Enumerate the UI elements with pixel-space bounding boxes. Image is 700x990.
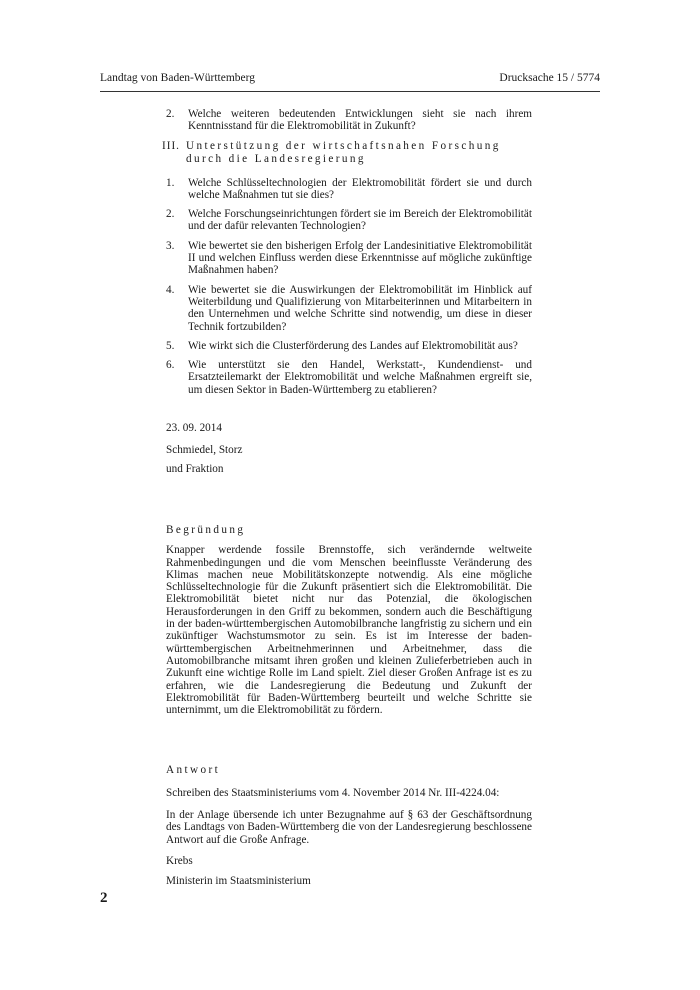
question-text: Welche Forschungseinrichtungen fördert sie im Bereich der Elektromobilität und der dafür relevanten Technologien? (188, 208, 532, 233)
question-item (166, 177, 532, 202)
page-number: 2 (100, 890, 108, 906)
question-text: Wie bewertet sie die Auswirkungen der Elektromobilität im Hinblick auf Weiterbildung und Qualifizierung von Mitarbeiterinnen und Mitarbeitern in den Unternehmen und welche Schritte sind notwendig, um diese in dieser Technik fortzubilden? (188, 283, 532, 333)
antwort-text: In der Anlage übersende ich unter Bezugnahme auf § 63 der Geschäftsordnung des Landtags von Baden-Württemberg die von der Landesregierung beschlossene Antwort auf die Große Anfrage. (166, 808, 532, 846)
section2-question-list (166, 108, 532, 133)
section3-question-list (166, 177, 532, 396)
page-header (100, 69, 600, 92)
signer-group: und Fraktion (166, 462, 224, 475)
signer-names: Schmiedel, Storz (166, 444, 243, 457)
question-item (166, 284, 532, 333)
question-text: Welche weiteren bedeutenden Entwicklungen sieht sie nach ihrem Kenntnisstand für die Elektromobilität in Zukunft? (188, 108, 532, 133)
question-item (166, 340, 532, 352)
question-number: 2. (166, 208, 175, 221)
question-item (166, 108, 532, 133)
section3-heading (162, 140, 532, 167)
antwort-heading: Antwort (166, 764, 221, 777)
question-text: Wie wirkt sich die Clusterförderung des Landes auf Elektromobilität aus? (188, 339, 518, 352)
question-item (166, 359, 532, 396)
question-number: 6. (166, 359, 175, 372)
question-item (166, 240, 532, 277)
question-item (166, 208, 532, 233)
question-number: 3. (166, 239, 175, 252)
question-number: 4. (166, 283, 175, 296)
begruendung-text: Knapper werdende fossile Brennstoffe, sich verändernde weltweite Rahmenbedingungen und die vom Menschen beeinflusste Veränderung des Klimas machen neue Mobilitätskonzepte notwendig. Als eine mögliche Schlüsseltechnologie für die Zukunft präsentiert sich die Elektromobilität. Die Elektromobilität bietet nicht nur das Potenzial, die ökologischen Herausforderungen in den Griff zu bekommen, sondern auch die Beschäftigung in der baden-württembergischen Automobilbranche langfristig zu sichern und ein zukünftiger Wachstumsmotor zu sein. Es ist im Interesse der baden-württembergischen Arbeitnehmerinnen und Arbeitnehmer, dass die Automobilbranche mitsamt ihren großen und kleinen Zulieferbetrieben auch in Zukunft eine wichtige Rolle im Land spielt. Ziel dieser Großen Anfrage ist es zu erfahren, wie die Landesregierung die Bedeutung und Zukunft der Elektromobilität für Baden-Württemberg beurteilt und welche Schritte sie unternimmt, um die Elektromobilität zu fördern. (166, 544, 532, 717)
section3-title: Unterstützung der wirtschaftsnahen Forschung durch die Landesregierung (186, 139, 501, 166)
question-text: Welche Schlüsseltechnologien der Elektromobilität fördert sie und durch welche Maßnahmen tut sie dies? (188, 176, 532, 201)
signers-block (166, 444, 532, 475)
page-content (162, 108, 532, 888)
section3-roman-numeral: III. (162, 139, 180, 152)
question-number: 2. (166, 108, 175, 120)
signature-title: Ministerin im Staatsministerium (166, 875, 311, 888)
signature-name: Krebs (166, 854, 193, 867)
question-text: Wie unterstützt sie den Handel, Werkstatt-, Kundendienst- und Ersatzteilemarkt der Elektromobilität und welche Maßnahmen ergreift sie, um diesen Sektor in Baden-Württemberg zu etablieren? (188, 359, 532, 396)
question-text: Wie bewertet sie den bisherigen Erfolg der Landesinitiative Elektromobilität II und welchen Einfluss werden diese Erkenntnisse auf mögliche zukünftige Maßnahmen haben? (188, 239, 532, 277)
header-document-number: Drucksache 15 / 5774 (499, 72, 600, 84)
question-number: 5. (166, 339, 175, 352)
antwort-intro: Schreiben des Staatsministeriums vom 4. November 2014 Nr. III-4224.04: (166, 786, 500, 799)
submission-date: 23. 09. 2014 (166, 422, 222, 435)
header-parliament-name: Landtag von Baden-Württemberg (100, 72, 255, 84)
question-number: 1. (166, 176, 175, 189)
begruendung-heading: Begründung (166, 523, 246, 536)
